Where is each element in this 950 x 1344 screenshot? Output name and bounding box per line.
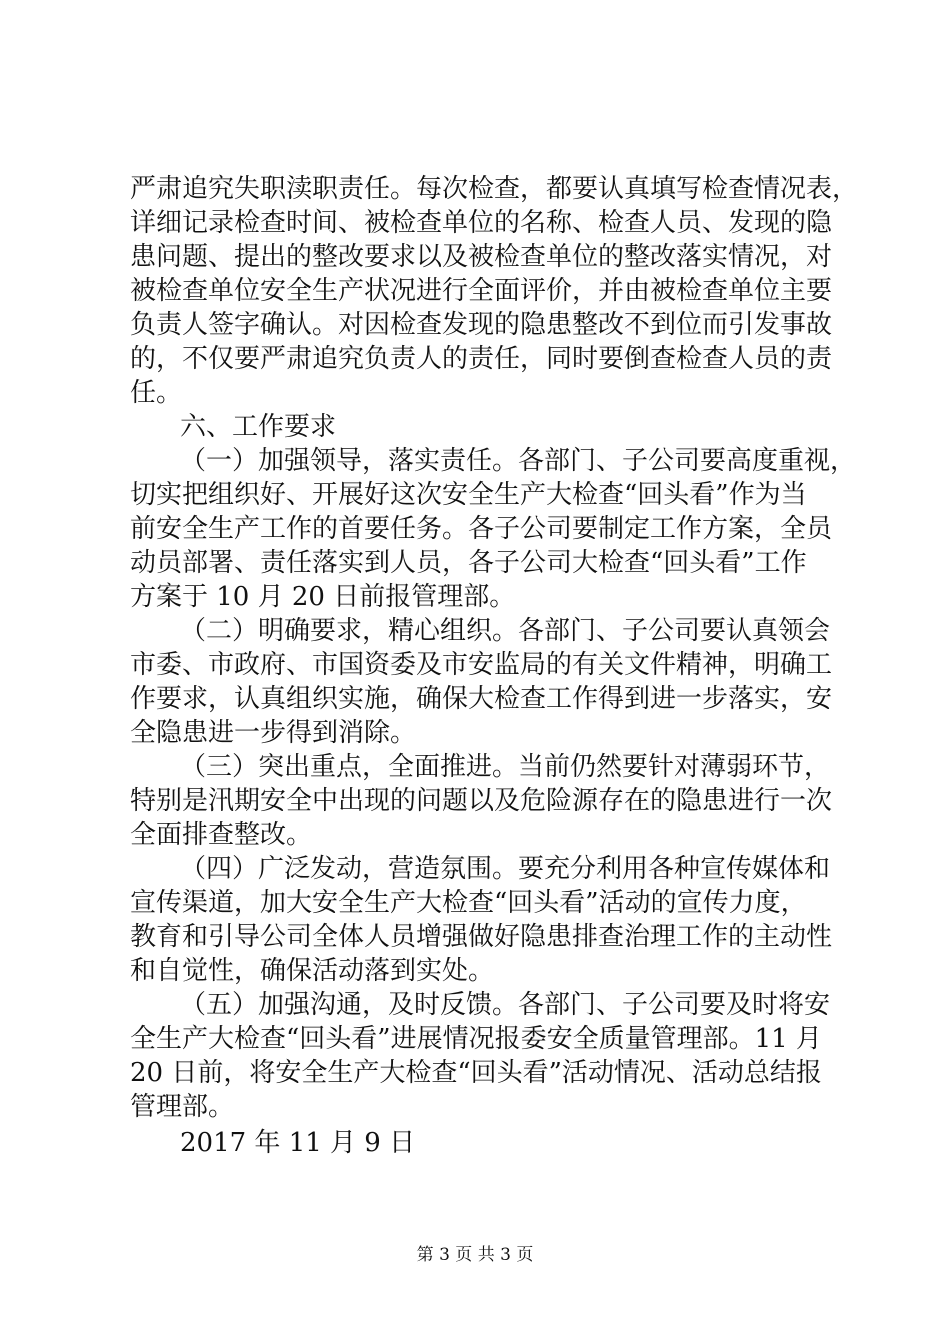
section-heading: 六、工作要求 xyxy=(180,412,337,442)
paragraph-line: 宣传渠道，加大安全生产大检查“回头看”活动的宣传力度， xyxy=(130,888,807,918)
document-date: 2017 年 11 月 9 日 xyxy=(180,1128,416,1158)
paragraph-line: 作要求，认真组织实施，确保大检查工作得到进一步落实，安 xyxy=(130,684,833,714)
paragraph-line: 详细记录检查时间、被检查单位的名称、检查人员、发现的隐 xyxy=(130,208,833,238)
paragraph-line: 方案于 10 月 20 日前报管理部。 xyxy=(130,582,516,612)
paragraph-line: 被检查单位安全生产状况进行全面评价，并由被检查单位主要 xyxy=(130,276,833,306)
paragraph-line: 患问题、提出的整改要求以及被检查单位的整改落实情况，对 xyxy=(130,242,833,272)
paragraph-line: 市委、市政府、市国资委及市安监局的有关文件精神，明确工 xyxy=(130,650,833,680)
paragraph-line: 任。 xyxy=(130,378,183,408)
paragraph-line: （五）加强沟通，及时反馈。各部门、子公司要及时将安 xyxy=(180,990,831,1020)
paragraph-line: （四）广泛发动，营造氛围。要充分利用各种宣传媒体和 xyxy=(180,854,831,884)
paragraph-line: 20 日前，将安全生产大检查“回头看”活动情况、活动总结报 xyxy=(130,1058,822,1088)
paragraph-line: 特别是汛期安全中出现的问题以及危险源存在的隐患进行一次 xyxy=(130,786,833,816)
paragraph-line: 严肃追究失职渎职责任。每次检查，都要认真填写检查情况表， xyxy=(130,174,859,204)
paragraph-line: 的，不仅要严肃追究负责人的责任，同时要倒查检查人员的责 xyxy=(130,344,833,374)
paragraph-line: 全面排查整改。 xyxy=(130,820,313,850)
page-footer: 第 3 页 共 3 页 xyxy=(416,1245,534,1265)
paragraph-line: 教育和引导公司全体人员增强做好隐患排查治理工作的主动性 xyxy=(130,922,833,952)
paragraph-line: 动员部署、责任落实到人员，各子公司大检查“回头看”工作 xyxy=(130,548,807,578)
paragraph-line: 全生产大检查“回头看”进展情况报委安全质量管理部。11 月 xyxy=(130,1024,822,1054)
paragraph-line: 全隐患进一步得到消除。 xyxy=(130,718,417,748)
paragraph-line: （二）明确要求，精心组织。各部门、子公司要认真领会 xyxy=(180,616,831,646)
paragraph-line: 和自觉性，确保活动落到实处。 xyxy=(130,956,495,986)
paragraph-line: 前安全生产工作的首要任务。各子公司要制定工作方案，全员 xyxy=(130,514,833,544)
paragraph-line: 负责人签字确认。对因检查发现的隐患整改不到位而引发事故 xyxy=(130,310,833,340)
paragraph-line: 管理部。 xyxy=(130,1092,235,1122)
paragraph-line: 切实把组织好、开展好这次安全生产大检查“回头看”作为当 xyxy=(130,480,807,510)
paragraph-line: （一）加强领导，落实责任。各部门、子公司要高度重视， xyxy=(180,446,857,476)
paragraph-line: （三）突出重点，全面推进。当前仍然要针对薄弱环节， xyxy=(180,752,831,782)
